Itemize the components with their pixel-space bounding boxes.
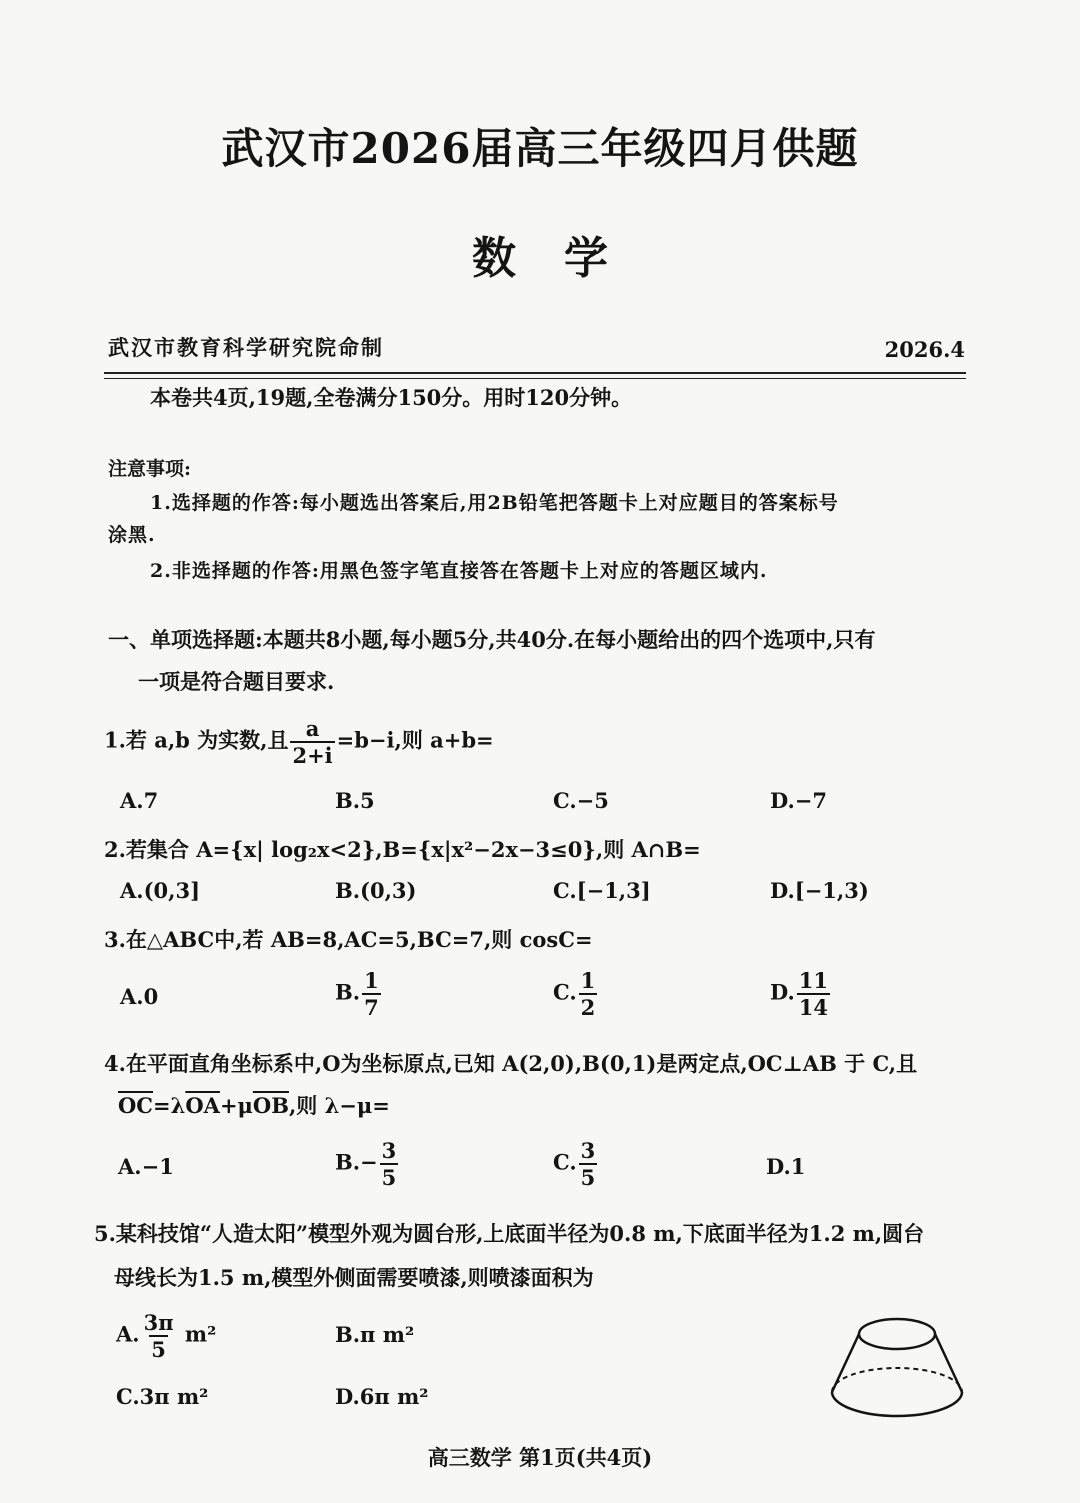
- question-4-eq-end: ,则 λ−μ=: [288, 1093, 390, 1118]
- q3-option-b-label: B.: [335, 979, 361, 1005]
- q3-option-d-label: D.: [770, 979, 795, 1005]
- exam-summary: 本卷共4页,19题,全卷满分150分。用时120分钟。: [150, 385, 633, 410]
- question-1-fraction: [290, 718, 334, 766]
- q3-option-c-num: 1: [580, 968, 596, 993]
- q5-option-a-label: A.: [116, 1321, 140, 1347]
- q2-option-d: D.[−1,3): [770, 878, 869, 903]
- q3-option-d-den: 14: [798, 995, 829, 1020]
- question-4-eq-1: =λ: [153, 1093, 186, 1118]
- q5-option-a-num: 3π: [143, 1310, 174, 1335]
- question-4: 4.在平面直角坐标系中,O为坐标原点,已知 A(2,0),B(0,1)是两定点,OC⊥AB 于 C,且: [104, 1051, 918, 1076]
- notice-item-2: 2.非选择题的作答:用黑色签字笔直接答在答题卡上对应的答题区域内.: [150, 560, 768, 582]
- q3-option-d-fraction: [797, 970, 830, 1018]
- q1-option-c: C.−5: [553, 788, 609, 813]
- vector-ob: $\overline{OB}$: [252, 1093, 289, 1118]
- q4-option-b-den: 5: [381, 1165, 397, 1190]
- q2-option-a: A.(0,3]: [120, 878, 201, 903]
- q3-option-a: A.0: [120, 984, 159, 1009]
- notice-item-1-cont: 涂黑.: [108, 524, 156, 546]
- question-4-eq-2: +μ: [219, 1093, 253, 1118]
- question-1-stem-pre: 1.若 a,b 为实数,且: [104, 727, 289, 753]
- frustum-top-ellipse: [859, 1319, 935, 1349]
- q3-option-c: [553, 970, 599, 1018]
- header-rule-thick: [104, 372, 966, 374]
- q5-option-b: B.π m²: [335, 1322, 415, 1347]
- q4-option-b-fraction: [380, 1140, 399, 1188]
- exam-title: 武汉市2026届高三年级四月供题: [221, 124, 859, 173]
- frustum-figure: [822, 1312, 972, 1424]
- frustum-bottom-back-arc: [832, 1368, 962, 1392]
- q4-option-b: [335, 1140, 400, 1188]
- q4-option-c-fraction: [579, 1140, 598, 1188]
- q4-option-c-label: C.: [553, 1149, 577, 1175]
- q3-option-c-fraction: [579, 970, 598, 1018]
- header-rule-thin: [104, 378, 966, 379]
- notice-item-1: 1.选择题的作答:每小题选出答案后,用2B铅笔把答题卡上对应题目的答案标号: [150, 492, 839, 514]
- q3-option-b: [335, 970, 383, 1018]
- q2-option-c: C.[−1,3]: [553, 878, 651, 903]
- section-1-heading-cont: 一项是符合题目要求.: [138, 669, 335, 694]
- q4-option-c-num: 3: [580, 1138, 596, 1163]
- q4-option-b-num: 3: [381, 1138, 397, 1163]
- vector-oc: $\overline{OC}$: [118, 1093, 154, 1118]
- frustum-bottom-front-arc: [832, 1392, 962, 1416]
- q5-option-d: D.6π m²: [335, 1384, 429, 1409]
- question-5-cont: 母线长为1.5 m,模型外侧面需要喷漆,则喷漆面积为: [114, 1265, 594, 1290]
- question-3: 3.在△ABC中,若 AB=8,AC=5,BC=7,则 cosC=: [104, 927, 593, 952]
- q1-option-b: B.5: [335, 788, 375, 813]
- q5-option-a-unit: m²: [184, 1321, 217, 1347]
- q4-option-c: [553, 1140, 599, 1188]
- q3-option-b-num: 1: [364, 968, 379, 993]
- q2-option-b: B.(0,3): [335, 878, 417, 903]
- q3-option-c-label: C.: [553, 979, 577, 1005]
- q5-option-c: C.3π m²: [116, 1384, 209, 1409]
- q1-option-d: D.−7: [770, 788, 827, 813]
- question-1: [104, 718, 494, 766]
- q3-option-c-den: 2: [580, 995, 596, 1020]
- q3-option-b-den: 7: [364, 995, 379, 1020]
- question-2: 2.若集合 A={x| log₂x<2},B={x|x²−2x−3≤0},则 A∩B=: [104, 837, 701, 862]
- q4-option-b-label: B.−: [335, 1149, 378, 1175]
- q4-option-c-den: 5: [580, 1165, 596, 1190]
- q4-option-a: A.−1: [118, 1154, 174, 1179]
- q5-option-a-den: 5: [151, 1337, 166, 1362]
- question-5: 5.某科技馆“人造太阳”模型外观为圆台形,上底面半径为0.8 m,下底面半径为1.2 m,圆台: [94, 1221, 925, 1246]
- notice-heading: 注意事项:: [108, 458, 192, 480]
- q4-option-d: D.1: [766, 1154, 806, 1179]
- q3-option-d: [770, 970, 832, 1018]
- publisher: 武汉市教育科学研究院命制: [108, 335, 384, 360]
- vector-oa: $\overline{OA}$: [185, 1093, 220, 1118]
- q3-option-d-num: 11: [798, 968, 829, 993]
- exam-date: 2026.4: [884, 337, 965, 362]
- q3-option-b-fraction: [362, 970, 381, 1018]
- section-1-heading: 一、单项选择题:本题共8小题,每小题5分,共40分.在每小题给出的四个选项中,只有: [108, 627, 876, 652]
- subject-title: 数学: [472, 233, 656, 284]
- q5-option-a-fraction: [142, 1312, 176, 1360]
- q5-option-a: [116, 1312, 216, 1360]
- q1-option-a: A.7: [120, 788, 159, 813]
- question-4-cont: [118, 1090, 390, 1120]
- question-1-stem-post: =b−i,则 a+b=: [336, 727, 494, 753]
- page-footer: 高三数学 第1页(共4页): [427, 1445, 653, 1470]
- question-1-frac-den: 2+i: [292, 743, 333, 768]
- question-1-frac-num: a: [305, 716, 320, 741]
